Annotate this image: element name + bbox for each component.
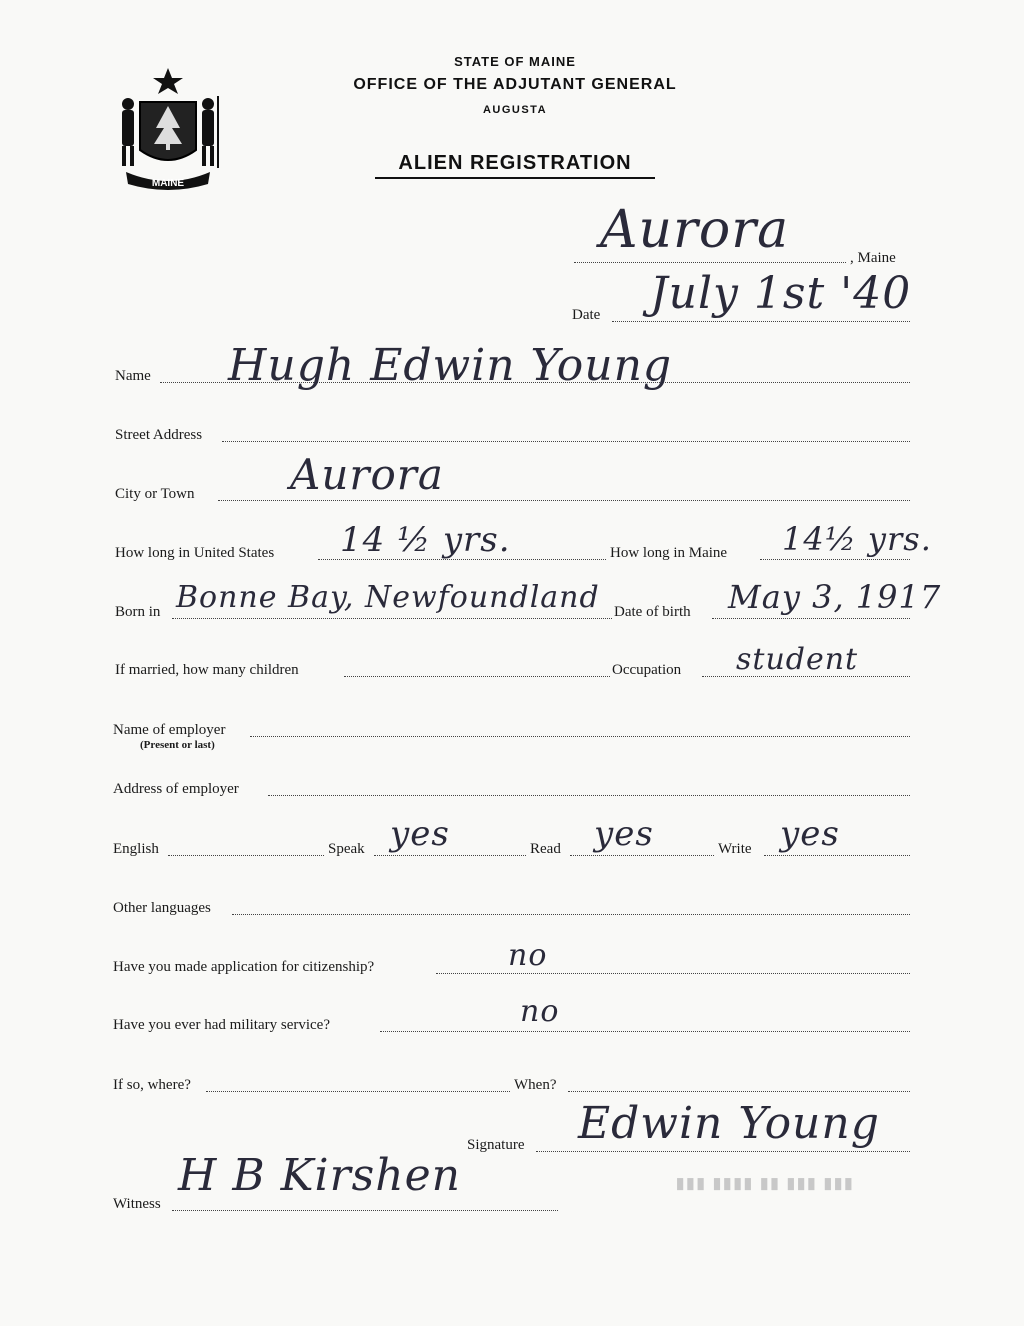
speak-label: Speak (328, 841, 365, 857)
occupation-value: student (736, 642, 859, 677)
header-office: OFFICE OF THE ADJUTANT GENERAL (353, 76, 677, 93)
town-line[interactable] (574, 262, 846, 263)
military-label: Have you ever had military service? (113, 1017, 330, 1033)
town-value: Aurora (600, 200, 790, 260)
date-value: July 1st '40 (650, 268, 912, 319)
employer-address-label: Address of employer (113, 781, 239, 797)
witness-line[interactable] (172, 1210, 558, 1211)
name-value: Hugh Edwin Young (228, 340, 673, 391)
street-label: Street Address (115, 427, 203, 443)
employer-sub-label: (Present or last) (140, 739, 215, 751)
write-line[interactable] (764, 855, 910, 856)
maine-duration-line[interactable] (760, 559, 910, 560)
maine-state-seal-icon (112, 66, 224, 196)
received-stamp: ▮▮▮ ▮▮▮▮ ▮▮ ▮▮▮ ▮▮▮ (676, 1175, 855, 1192)
write-label: Write (718, 841, 752, 857)
other-languages-line[interactable] (232, 914, 910, 915)
born-in-value: Bonne Bay, Newfoundland (176, 580, 600, 615)
write-value: yes (780, 814, 840, 854)
name-label: Name (115, 368, 151, 384)
citizenship-value: no (508, 938, 548, 973)
town-suffix-label: , Maine (850, 250, 896, 266)
svg-text:MAINE: MAINE (151, 178, 185, 189)
date-line[interactable] (612, 321, 910, 322)
dob-line[interactable] (712, 618, 910, 619)
read-value: yes (594, 814, 654, 854)
born-in-line[interactable] (172, 618, 612, 619)
signature-line[interactable] (536, 1151, 910, 1152)
employer-line[interactable] (250, 736, 910, 737)
military-line[interactable] (380, 1031, 910, 1032)
where-line[interactable] (206, 1091, 510, 1092)
english-line[interactable] (168, 855, 324, 856)
occupation-label: Occupation (612, 662, 682, 678)
born-in-label: Born in (115, 604, 161, 620)
dob-value: May 3, 1917 (728, 578, 942, 616)
employer-address-line[interactable] (268, 795, 910, 796)
speak-value: yes (390, 814, 450, 854)
city-line[interactable] (218, 500, 910, 501)
citizenship-label: Have you made application for citizenship? (113, 959, 375, 975)
other-languages-label: Other languages (113, 900, 211, 916)
witness-value: H B Kirshen (178, 1150, 461, 1201)
english-label: English (113, 841, 159, 857)
witness-label: Witness (113, 1196, 161, 1212)
us-duration-value: 14 ½ yrs. (340, 520, 511, 560)
dob-label: Date of birth (614, 604, 691, 620)
speak-line[interactable] (374, 855, 526, 856)
city-label: City or Town (115, 486, 195, 502)
header-city: AUGUSTA (482, 104, 548, 116)
maine-duration-value: 14½ yrs. (782, 520, 932, 558)
citizenship-line[interactable] (436, 973, 910, 974)
header-state: STATE OF MAINE (454, 54, 576, 69)
signature-value: Edwin Young (578, 1098, 880, 1149)
military-value: no (520, 994, 560, 1029)
read-line[interactable] (570, 855, 714, 856)
children-line[interactable] (344, 676, 610, 677)
where-label: If so, where? (113, 1077, 191, 1093)
us-duration-label: How long in United States (115, 545, 275, 561)
signature-label: Signature (467, 1137, 525, 1153)
when-line[interactable] (568, 1091, 910, 1092)
form-title: ALIEN REGISTRATION (375, 152, 655, 179)
children-label: If married, how many children (115, 662, 299, 678)
city-value: Aurora (290, 450, 444, 499)
when-label: When? (514, 1077, 557, 1093)
employer-label: Name of employer (113, 722, 226, 738)
maine-duration-label: How long in Maine (610, 545, 728, 561)
street-line[interactable] (222, 441, 910, 442)
read-label: Read (530, 841, 561, 857)
date-label: Date (572, 307, 601, 323)
